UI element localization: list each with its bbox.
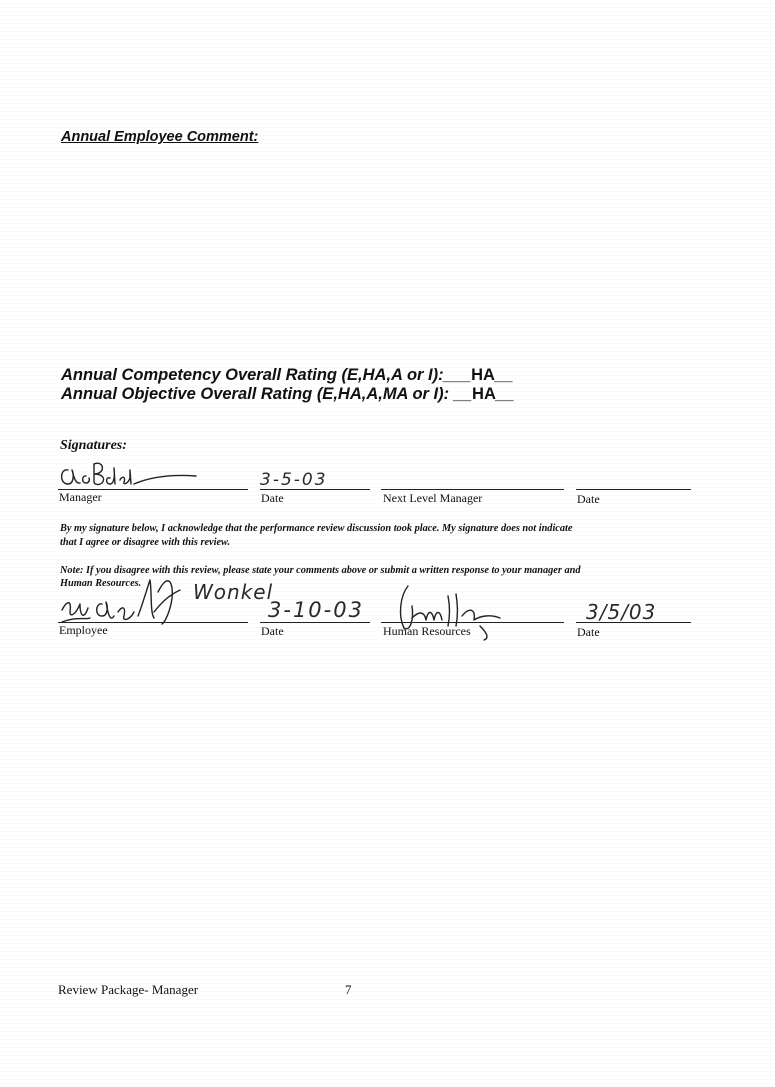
hr-label: Human Resources — [383, 624, 471, 638]
objective-rating-trail: __ — [495, 385, 515, 403]
next-level-manager-label: Next Level Manager — [383, 491, 483, 505]
objective-rating-label: Annual Objective Overall Rating (E,HA,A,MA or I): __ — [61, 385, 473, 403]
acknowledgement-line-1: By my signature below, I acknowledge that the performance review discussion took place. My signature does not indicate — [60, 523, 573, 534]
footer-title: Review Package- Manager — [58, 982, 199, 997]
competency-rating-line — [61, 366, 513, 385]
next-level-manager-line — [381, 489, 564, 490]
manager-signature — [58, 456, 198, 490]
acknowledgement-line-2: that I agree or disagree with this review. — [60, 537, 231, 548]
next-level-date-label: Date — [577, 492, 600, 506]
employee-date-label: Date — [261, 624, 284, 638]
objective-rating-value: HA — [472, 385, 496, 403]
employee-date-value: 3-10-03 — [268, 598, 364, 622]
competency-rating-value: HA — [471, 366, 495, 384]
footer-page-number: 7 — [345, 982, 352, 997]
hr-date-line — [576, 622, 691, 623]
employee-written-name: Wonkel — [193, 580, 274, 604]
manager-date-line — [260, 489, 370, 490]
manager-date-label: Date — [261, 491, 284, 505]
employee-date-line — [260, 622, 370, 623]
manager-date-value: 3-5-03 — [260, 470, 328, 490]
hr-signature-line — [381, 622, 564, 623]
competency-rating-trail: __ — [494, 366, 514, 384]
manager-label: Manager — [59, 490, 102, 504]
competency-rating-label: Annual Competency Overall Rating (E,HA,A or I):___ — [61, 366, 472, 384]
objective-rating-line — [61, 385, 514, 404]
note-line-2: Human Resources. — [60, 578, 142, 589]
employee-comment-heading: Annual Employee Comment: — [61, 129, 259, 145]
signatures-heading: Signatures: — [60, 438, 127, 453]
hr-date-value: 3/5/03 — [586, 600, 657, 624]
note-line-1: Note: If you disagree with this review, please state your comments above or submit a written response to your manager and — [60, 565, 581, 576]
next-level-date-line — [576, 489, 691, 490]
hr-date-label: Date — [577, 625, 600, 639]
employee-label: Employee — [59, 623, 108, 637]
